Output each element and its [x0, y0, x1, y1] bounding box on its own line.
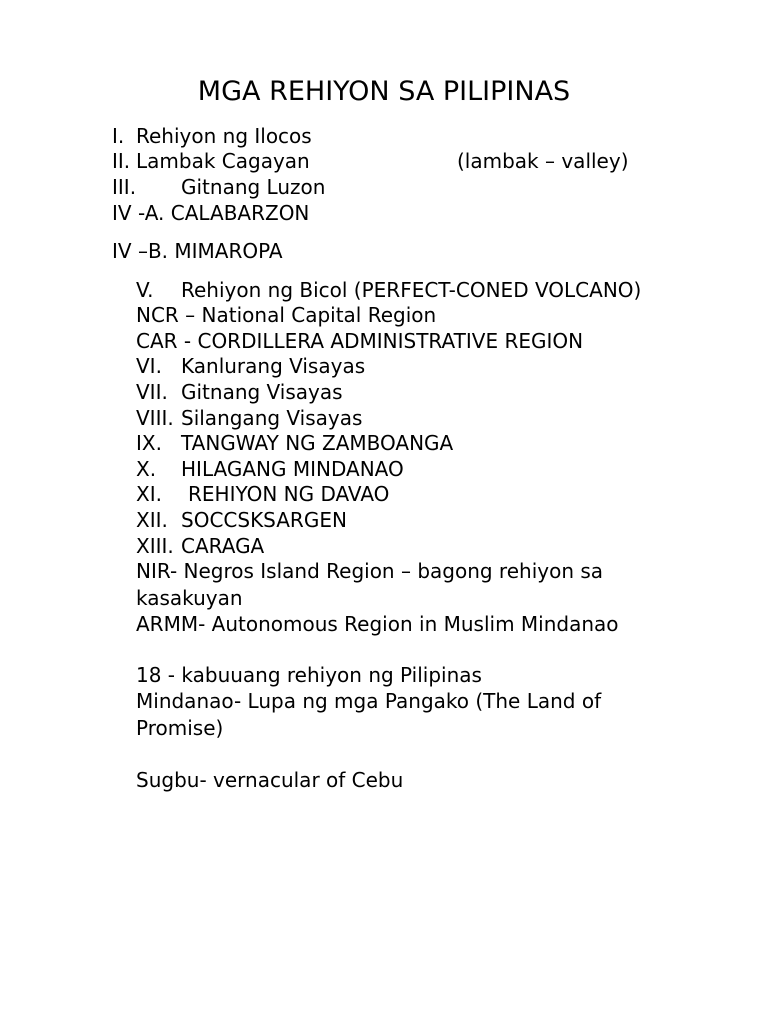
list-item-text: NCR – National Capital Region	[136, 303, 437, 327]
list-item-number: XI.	[136, 482, 162, 506]
list-item-number: X.	[136, 457, 157, 481]
list-item-text: Silangang Visayas	[181, 406, 363, 430]
list-item-text: IV -A. CALABARZON	[112, 201, 310, 225]
list-item-text: TANGWAY NG ZAMBOANGA	[181, 431, 454, 455]
list-item-number: XIII.	[136, 534, 174, 558]
list-item-text: ARMM- Autonomous Region in Muslim Mindanao	[136, 612, 619, 636]
list-item-number: I.	[112, 124, 125, 148]
note-line: Mindanao- Lupa ng mga Pangako (The Land of	[136, 689, 602, 713]
list-item-text: NIR- Negros Island Region – bagong rehiyon sa	[136, 559, 604, 583]
list-item-number: XII.	[136, 508, 168, 532]
list-item-text: Rehiyon ng Ilocos	[136, 124, 312, 148]
page-title: MGA REHIYON SA PILIPINAS	[197, 76, 571, 107]
list-item-text: Kanlurang Visayas	[181, 354, 366, 378]
list-item-text: Lambak Cagayan	[136, 149, 310, 173]
list-item-number: VI.	[136, 354, 162, 378]
list-item-text: HILAGANG MINDANAO	[181, 457, 404, 481]
list-item-number: VII.	[136, 380, 168, 404]
list-item-text: CARAGA	[181, 534, 265, 558]
note-line: Promise)	[136, 716, 224, 740]
list-item-text: SOCCSKSARGEN	[181, 508, 347, 532]
list-item-text: kasakuyan	[136, 586, 243, 610]
list-item-text: Gitnang Visayas	[181, 380, 343, 404]
list-item-text: REHIYON NG DAVAO	[188, 482, 390, 506]
list-item-text: CAR - CORDILLERA ADMINISTRATIVE REGION	[136, 329, 584, 353]
list-item-text: IV –B. MIMAROPA	[112, 239, 283, 263]
note-line: 18 - kabuuang rehiyon ng Pilipinas	[136, 663, 482, 687]
list-item-number: V.	[136, 278, 154, 302]
list-item-note: (lambak – valley)	[457, 149, 629, 173]
list-item-number: VIII.	[136, 406, 174, 430]
list-item-text: Rehiyon ng Bicol (PERFECT-CONED VOLCANO)	[181, 278, 642, 302]
list-item-number: IX.	[136, 431, 162, 455]
footer-note: Sugbu- vernacular of Cebu	[136, 768, 404, 792]
list-item-number: II.	[112, 149, 131, 173]
list-item-number: III.	[112, 175, 137, 199]
list-item-text: Gitnang Luzon	[181, 175, 326, 199]
